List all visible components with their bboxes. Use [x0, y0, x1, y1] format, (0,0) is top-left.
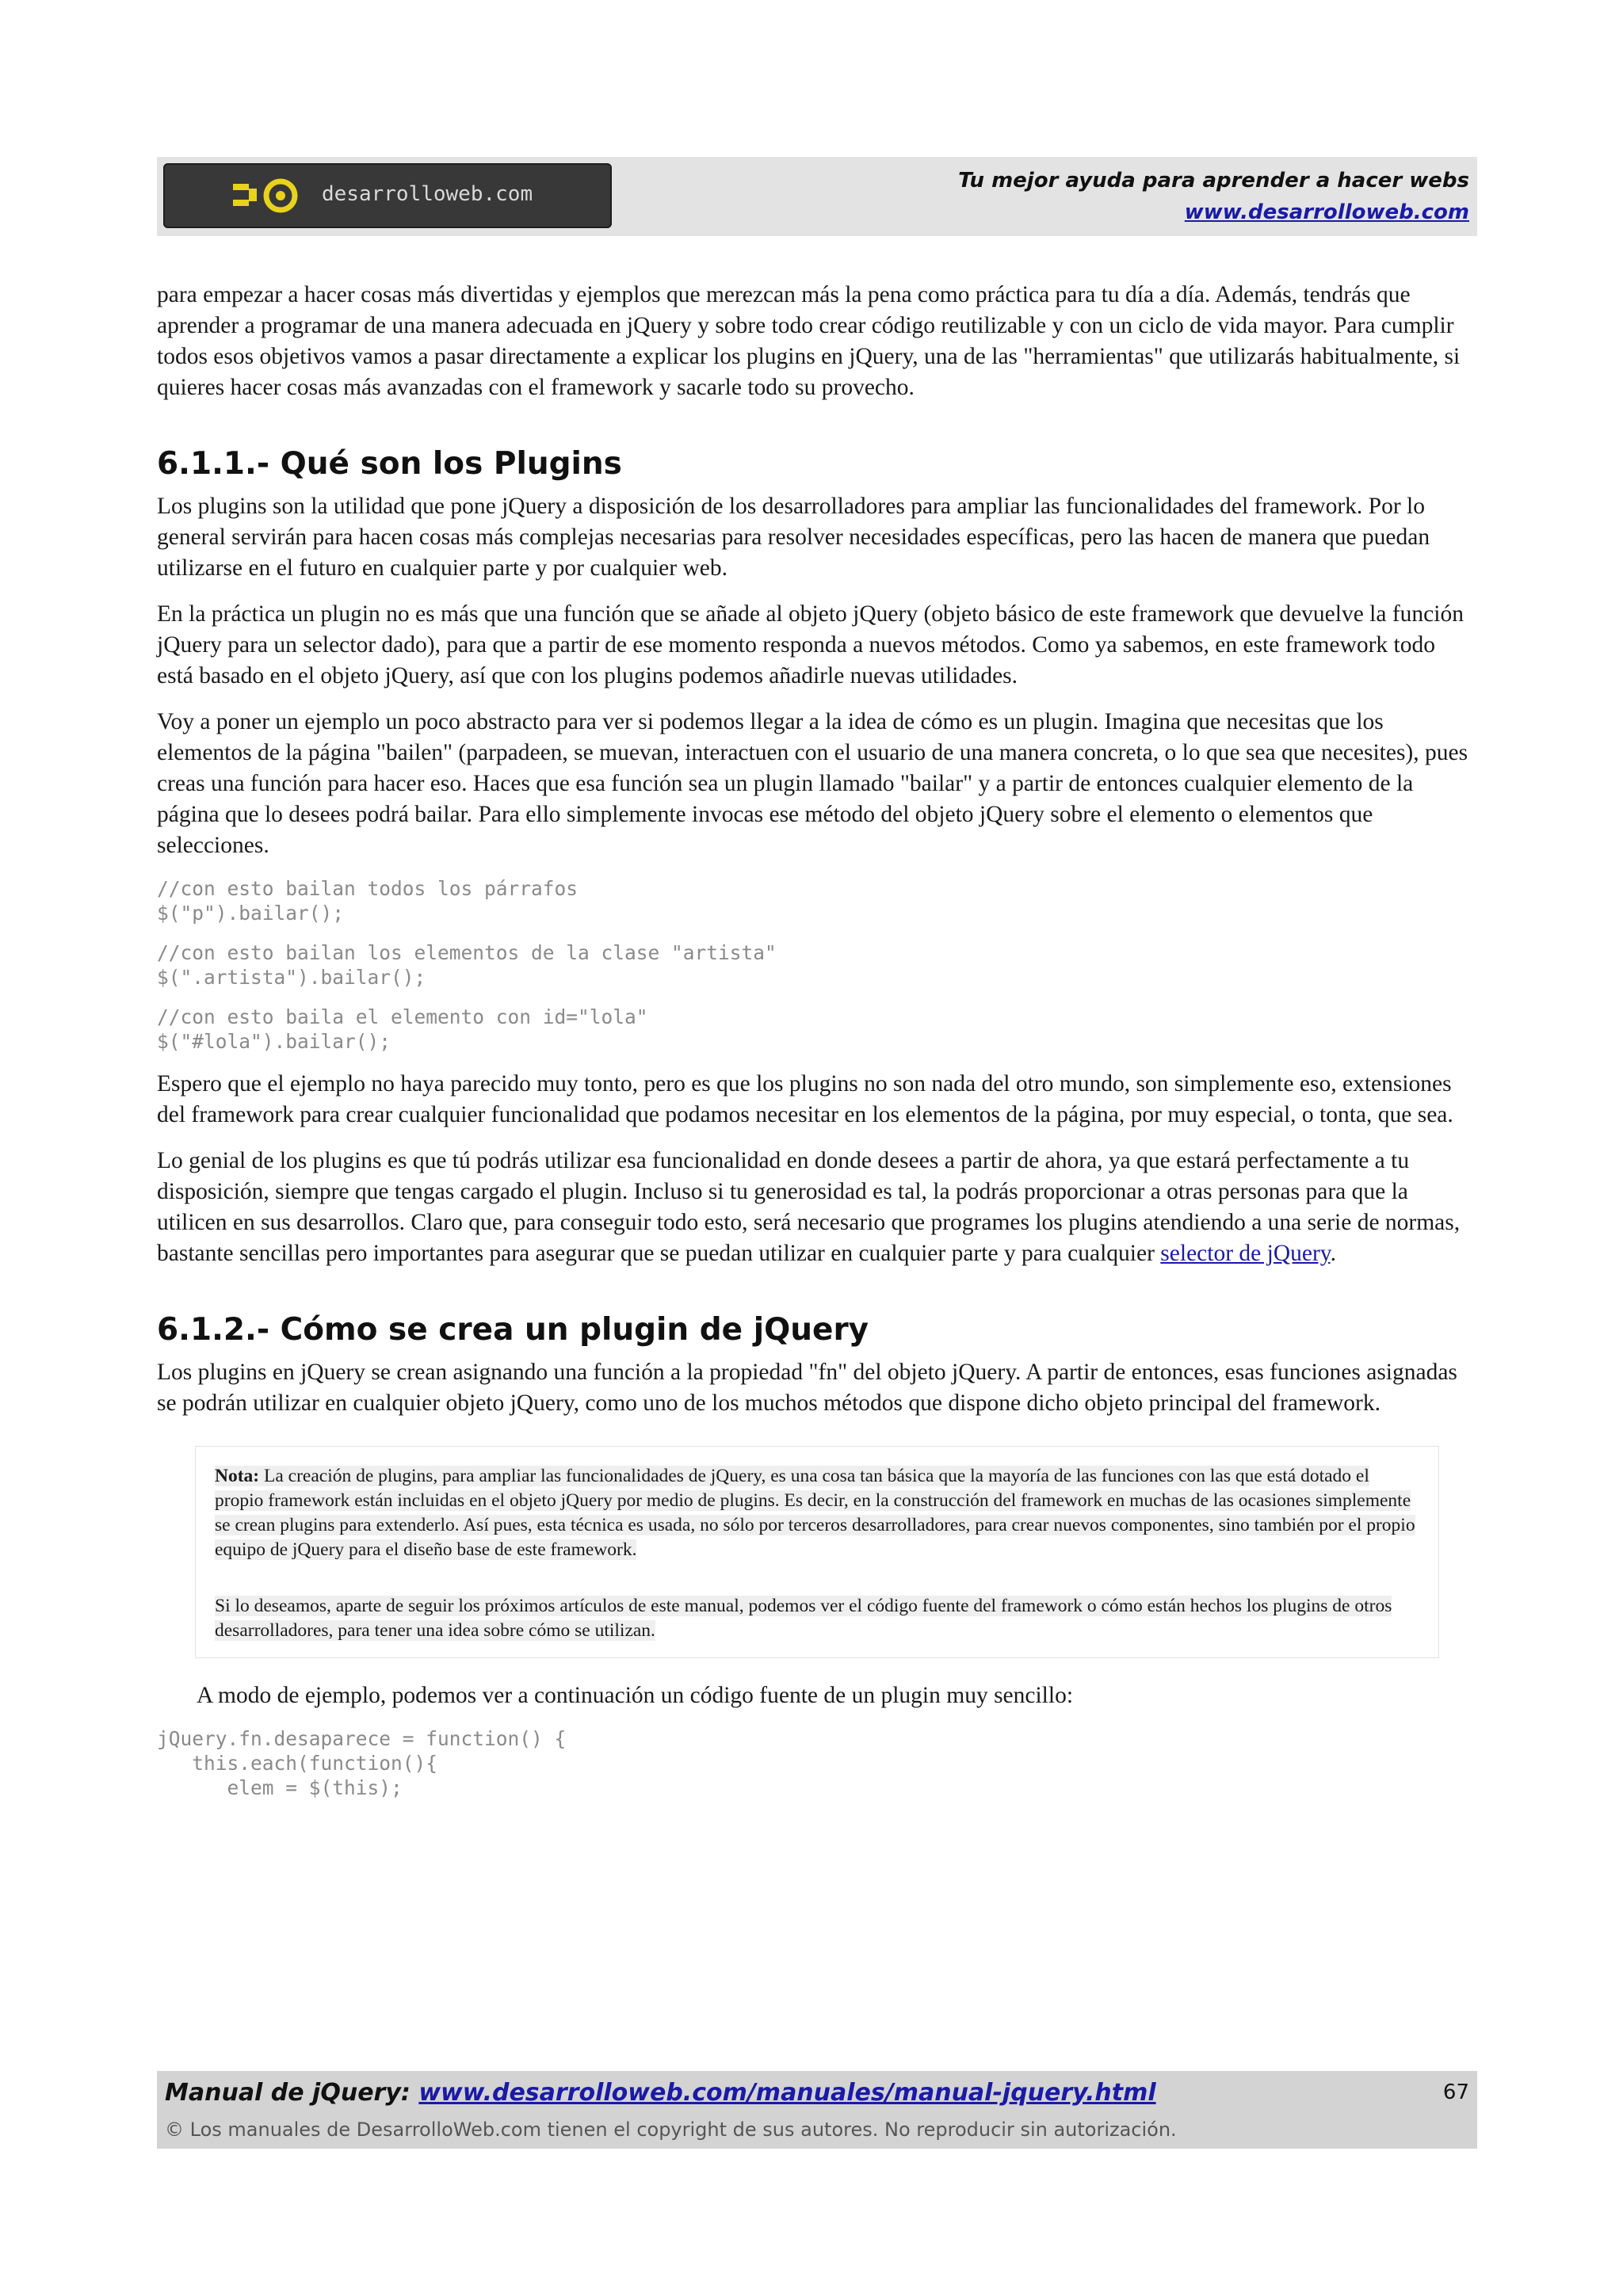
paragraph-text: Lo genial de los plugins es que tú podrás utilizar esa funcionalidad en donde desees a partir de ahora, ya que estará perfectamente a tu disposición, siempre que tengas cargado el plugin. Incluso si tu generosidad es tal, la podrás proporcionar a otras personas para que la utilicen en sus desarrollos. Claro que, para conseguir todo esto, será necesario que programes los plugins atendiendo a una serie de normas, bastante sencillas pero importantes para asegurar que se puedan utilizar en cualquier parte y para cualquier — [157, 1148, 1461, 1266]
note-text: La creación de plugins, para ampliar las funcionalidades de jQuery, es una cosa tan básica que la mayoría de las funciones con las que está dotado el propio framework están incluidas en el objeto jQuery por medio de plugins. Es decir, en la construcción del framework en muchas de las ocasiones simplemente se crean plugins para extenderlo. Así pues, esta técnica es usada, no sólo por terceros desarrolladores, para crear nuevos componentes, sino también por el propio equipo de jQuery para el diseño base de este framework. — [215, 1466, 1415, 1560]
selector-jquery-link[interactable]: selector de jQuery — [1160, 1241, 1331, 1266]
logo-text: desarrolloweb.com — [322, 182, 533, 206]
paragraph: A modo de ejemplo, podemos ver a continuación un código fuente de un plugin muy sencillo: — [197, 1683, 1074, 1708]
note-text: Si lo deseamos, aparte de seguir los próximos artículos de este manual, podemos ver el código fuente del framework o cómo están hechos los plugins de otros desarrolladores, para tener una idea sobre cómo se utilizan. — [215, 1596, 1392, 1641]
section-heading-create-plugin: 6.1.2.- Cómo se crea un plugin de jQuery — [157, 1312, 869, 1348]
page-footer — [157, 2071, 1477, 2149]
page-number: 67 — [1442, 2081, 1469, 2104]
code-block: //con esto bailan todos los párrafos $("p").bailar(); — [157, 877, 579, 925]
paragraph: En la práctica un plugin no es más que una función que se añade al objeto jQuery (objeto básico de este framework que devuelve la función jQuery para un selector dado), para que a partir de ese momento responda a nuevos métodos. Como ya sabemos, en este framework todo está basado en el objeto jQuery, así que con los plugins podemos añadirle nuevas utilidades. — [157, 601, 1464, 688]
header-tagline: Tu mejor ayuda para aprender a hacer webs — [958, 169, 1469, 193]
code-block: //con esto baila el elemento con id="lola" $("#lola").bailar(); — [157, 1005, 648, 1053]
site-logo[interactable] — [163, 163, 612, 228]
footer-manual-link[interactable]: www.desarrolloweb.com/manuales/manual-jquery.html — [418, 2079, 1156, 2107]
logo-mark-icon — [233, 177, 312, 214]
paragraph: Espero que el ejemplo no haya parecido muy tonto, pero es que los plugins no son nada del otro mundo, son simplemente eso, extensiones del framework para crear cualquier funcionalidad que podamos necesitar en los elementos de la página, por muy especial, o tonta, que sea. — [157, 1071, 1453, 1127]
header-tagline-block — [958, 165, 1469, 228]
note-label: Nota: — [215, 1466, 260, 1486]
section-heading-plugins: 6.1.1.- Qué son los Plugins — [157, 446, 622, 482]
note-box — [195, 1446, 1439, 1658]
intro-paragraph: para empezar a hacer cosas más divertidas y ejemplos que merezcan más la pena como práctica para tu día a día. Además, tendrás que aprender a programar de una manera adecuada en jQuery y sobre todo crear código reutilizable y con un ciclo de vida mayor. Para cumplir todos esos objetivos vamos a pasar directamente a explicar los plugins en jQuery, una de las "herramientas" que utilizarás habitualmente, si quieres hacer cosas más avanzadas con el framework y sacarle todo su provecho. — [157, 282, 1461, 400]
code-block: //con esto bailan los elementos de la clase "artista" $(".artista").bailar(); — [157, 941, 777, 989]
footer-manual-label: Manual de jQuery: — [165, 2079, 411, 2107]
paragraph: Los plugins en jQuery se crean asignando una función a la propiedad "fn" del objeto jQuery. A partir de entonces, esas funciones asignadas se podrán utilizar en cualquier objeto jQuery, como uno de los muchos métodos que dispone dicho objeto principal del framework. — [157, 1360, 1457, 1416]
footer-copyright: © Los manuales de DesarrolloWeb.com tienen el copyright de sus autores. No reproducir sin autorización. — [165, 2119, 1177, 2141]
header-site-link[interactable]: www.desarrolloweb.com — [1184, 200, 1469, 224]
paragraph: Voy a poner un ejemplo un poco abstracto para ver si podemos llegar a la idea de cómo es un plugin. Imagina que necesitas que los elementos de la página "bailen" (parpadeen, se muevan, interactuen con el usuario de una manera concreta, o lo que sea que necesites), pues creas una función para hacer eso. Haces que esa función sea un plugin llamado "bailar" y a partir de entonces cualquier elemento de la página que lo desees podrá bailar. Para ello simplemente invocas ese método del objeto jQuery sobre el elemento o elementos que selecciones. — [157, 709, 1468, 858]
note-paragraph — [215, 1464, 1419, 1562]
paragraph: Los plugins son la utilidad que pone jQuery a disposición de los desarrolladores para ampliar las funcionalidades del framework. Por lo general servirán para hacen cosas más complejas necesarias para resolver necesidades específicas, pero las hacen de manera que puedan utilizarse en el futuro en cualquier parte y por cualquier web. — [157, 494, 1430, 581]
page — [157, 157, 1477, 1815]
paragraph-end: . — [1330, 1241, 1336, 1266]
code-block: jQuery.fn.desaparece = function() { this.each(function(){ elem = $(this); — [157, 1727, 567, 1799]
page-header — [157, 157, 1477, 236]
paragraph — [157, 1146, 1477, 1269]
note-paragraph — [215, 1594, 1419, 1643]
footer-manual-title — [165, 2079, 1156, 2107]
